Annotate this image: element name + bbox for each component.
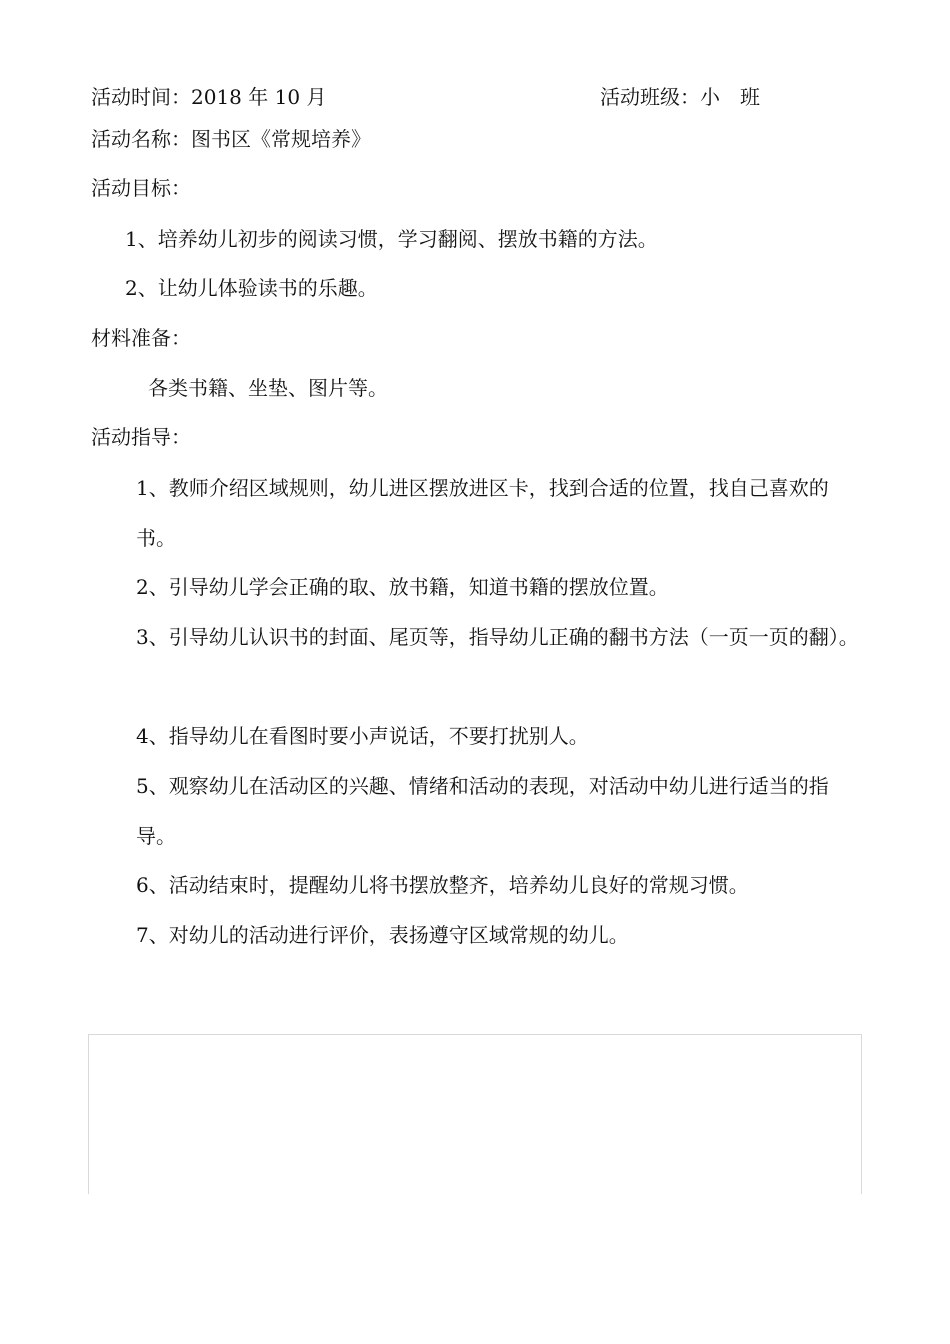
activity-class: 活动班级：小 班 — [600, 85, 760, 109]
guidance-item-1: 1、教师介绍区域规则，幼儿进区摆放进区卡，找到合适的位置，找自己喜欢的书。 — [136, 476, 829, 550]
guidance-item-2: 2、引导幼儿学会正确的取、放书籍，知道书籍的摆放位置。 — [136, 575, 669, 599]
materials-text: 各类书籍、坐垫、图片等。 — [148, 376, 388, 400]
lower-empty-box — [88, 1034, 862, 1194]
guidance-item-7: 7、对幼儿的活动进行评价，表扬遵守区域常规的幼儿。 — [136, 923, 629, 947]
guidance-item-5: 5、观察幼儿在活动区的兴趣、情绪和活动的表现，对活动中幼儿进行适当的指导。 — [136, 774, 829, 848]
goal-item-1: 1、培养幼儿初步的阅读习惯，学习翻阅、摆放书籍的方法。 — [125, 227, 658, 251]
guidance-item-4: 4、指导幼儿在看图时要小声说话，不要打扰别人。 — [136, 724, 589, 748]
materials-heading: 材料准备： — [91, 326, 191, 350]
goal-item-2: 2、让幼儿体验读书的乐趣。 — [125, 276, 378, 300]
guidance-item-6: 6、活动结束时，提醒幼儿将书摆放整齐，培养幼儿良好的常规习惯。 — [136, 873, 749, 897]
activity-time: 活动时间：2018 年 10 月 — [91, 85, 327, 109]
goals-heading: 活动目标： — [91, 176, 191, 200]
guidance-item-3: 3、引导幼儿认识书的封面、尾页等，指导幼儿正确的翻书方法（一页一页的翻）。 — [136, 625, 859, 649]
guidance-heading: 活动指导： — [91, 425, 191, 449]
activity-name: 活动名称：图书区《常规培养》 — [91, 127, 371, 151]
